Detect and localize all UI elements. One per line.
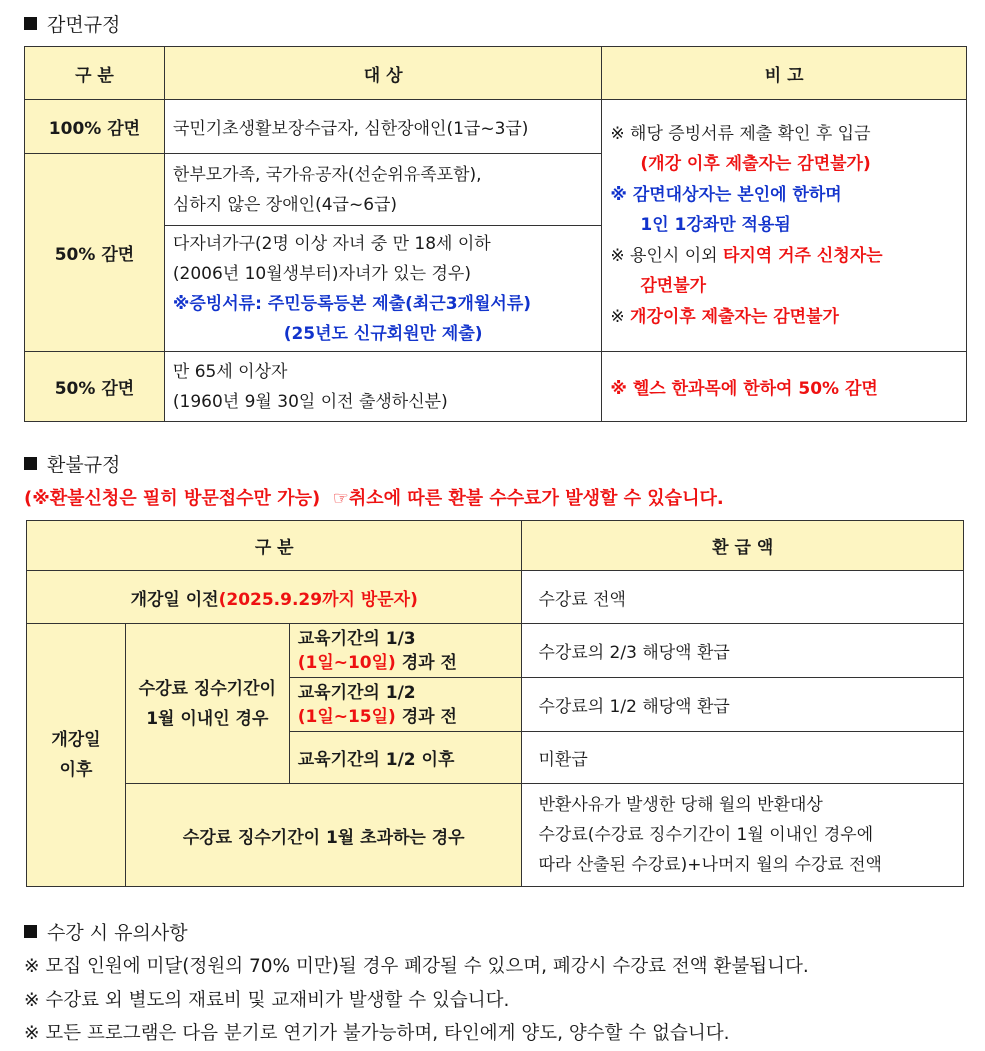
over-one-month-amount: 반환사유가 발생한 당해 월의 반환대상 수강료(수강료 징수기간이 1월 이내인 경우에 따라 산출된 수강료)+나머지 월의 수강료 전액	[522, 784, 964, 887]
notice-item: ※ 수강료 외 별도의 재료비 및 교재비가 발생할 수 있습니다.	[24, 990, 510, 1011]
refund-header-category: 구 분	[27, 521, 522, 571]
refund-table	[26, 520, 964, 887]
refund-header-amount: 환 급 액	[522, 521, 964, 571]
within-one-month-label: 수강료 징수기간이 1월 이내인 경우	[125, 624, 289, 784]
before-start-label: 개강일 이전(2025.9.29까지 방문자)	[27, 571, 522, 624]
period-1-2: 교육기간의 1/2 (1일~15일) 경과 전	[289, 678, 522, 732]
pointing-hand-icon: ☞	[332, 488, 349, 509]
header-remarks: 비 고	[602, 47, 967, 100]
refund-note: (※환불신청은 필히 방문접수만 가능) ☞취소에 따른 환불 수수료가 발생할 수 있습니다.	[24, 488, 724, 509]
period-after-half: 교육기간의 1/2 이후	[289, 732, 522, 784]
category-100: 100% 감면	[25, 100, 165, 154]
square-bullet-icon	[24, 925, 37, 938]
square-bullet-icon	[24, 457, 37, 470]
period-1-2-amount: 수강료의 1/2 해당액 환급	[522, 678, 964, 732]
period-1-3-amount: 수강료의 2/3 해당액 환급	[522, 624, 964, 678]
header-target: 대 상	[164, 47, 601, 100]
remarks-cell: ※ 해당 증빙서류 제출 확인 후 입금 (개강 이후 제출자는 감면불가) ※ 감면대상자는 본인에 한하며 1인 1강좌만 적용됨 ※ 용인시 이외 타지역 거주 신청자는 감면불가 ※ 개강이후 제출자는 감면불가	[602, 100, 967, 352]
square-bullet-icon	[24, 17, 37, 30]
reduction-table	[24, 46, 967, 422]
before-start-amount: 수강료 전액	[522, 571, 964, 624]
remark-senior: ※ 헬스 한과목에 한하여 50% 감면	[602, 352, 967, 422]
refund-section-title: 환불규정	[24, 450, 120, 477]
target-100: 국민기초생활보장수급자, 심한장애인(1급~3급)	[164, 100, 601, 154]
reduction-section-title: 감면규정	[24, 10, 120, 37]
over-one-month-label: 수강료 징수기간이 1월 초과하는 경우	[125, 784, 522, 887]
target-50-b: 다자녀가구(2명 이상 자녀 중 만 18세 이하 (2006년 10월생부터)자녀가 있는 경우) ※증빙서류: 주민등록등본 제출(최근3개월서류) (25년도 신규회원만 제출)	[164, 226, 601, 352]
period-1-3: 교육기간의 1/3 (1일~10일) 경과 전	[289, 624, 522, 678]
category-50-senior: 50% 감면	[25, 352, 165, 422]
target-50-a: 한부모가족, 국가유공자(선순위유족포함), 심하지 않은 장애인(4급~6급)	[164, 154, 601, 226]
after-start-label: 개강일 이후	[27, 624, 126, 887]
category-50: 50% 감면	[25, 154, 165, 352]
period-after-half-amount: 미환급	[522, 732, 964, 784]
target-senior: 만 65세 이상자 (1960년 9월 30일 이전 출생하신분)	[164, 352, 601, 422]
notice-section-title: 수강 시 유의사항	[24, 918, 188, 945]
notice-item: ※ 모집 인원에 미달(정원의 70% 미만)될 경우 폐강될 수 있으며, 폐강시 수강료 전액 환불됩니다.	[24, 956, 809, 977]
notice-item: ※ 모든 프로그램은 다음 분기로 연기가 불가능하며, 타인에게 양도, 양수할 수 없습니다.	[24, 1023, 730, 1044]
header-category: 구 분	[25, 47, 165, 100]
